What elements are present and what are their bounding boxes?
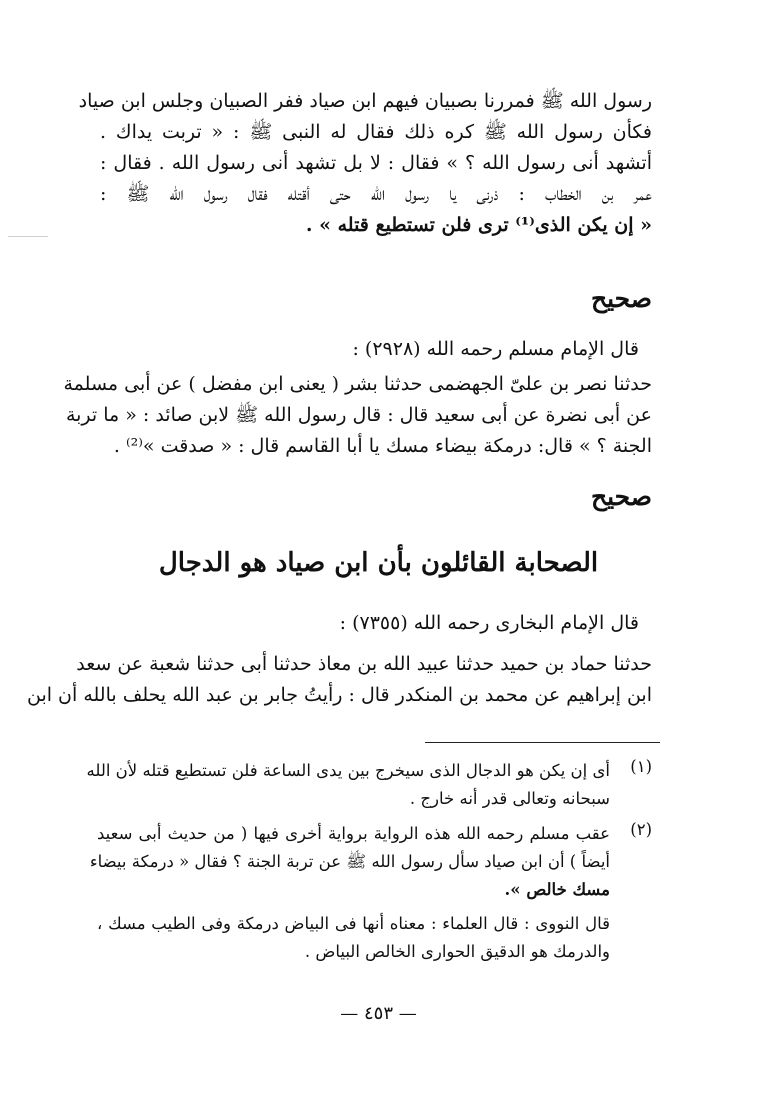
footnote-line: عقب مسلم رحمه الله هذه الرواية برواية أخرى فيها ( من حديث أبى سعيد [97, 824, 610, 843]
narration-intro: قال الإمام البخارى رحمه الله (٧٣٥٥) : [339, 612, 639, 634]
page-number: — ٤٥٣ — [340, 1003, 417, 1024]
passage-line: رسول الله ﷺ فمررنا بصبيان فيهم ابن صياد ففر الصبيان وجلس ابن صياد [78, 90, 652, 112]
footnote-line: سبحانه وتعالى قدر أنه خارج . [409, 789, 610, 808]
footnote [97, 910, 652, 966]
footnote-line: أى إن يكن هو الدجال الذى سيخرج بين يدى الساعة فلن تستطيع قتله لأن الله [86, 761, 610, 780]
footnote-line: والدرمك هو الدقيق الحوارى الخالص البياض . [304, 942, 610, 961]
hadith-grade: صحيح [590, 284, 652, 313]
passage-line: حدثنا نصر بن علىّ الجهضمى حدثنا بشر ( يعنى ابن مفضل ) عن أبى مسلمة [63, 373, 652, 395]
passage-line: حدثنا حماد بن حميد حدثنا عبيد الله بن معاذ حدثنا أبى حدثنا شعبة عن سعد [76, 653, 652, 675]
passage-line: ابن إبراهيم عن محمد بن المنكدر قال : رأيتُ جابر بن عبد الله يحلف بالله أن ابن [26, 684, 652, 706]
footnote-separator [425, 742, 660, 743]
footnote-line: مسك خالص ». [504, 880, 610, 899]
scan-mark [8, 236, 48, 237]
passage-one [78, 86, 652, 241]
passage-line: الجنة ؟ » قال: درمكة بيضاء مسك يا أبا القاسم قال : « صدقت »⁽²⁾ . [113, 435, 652, 457]
narration-intro: قال الإمام مسلم رحمه الله (٢٩٢٨) : [352, 338, 639, 360]
footnote-line: أيضاً ) أن ابن صياد سأل رسول الله ﷺ عن تربة الجنة ؟ فقال « درمكة بيضاء [89, 852, 610, 871]
passage-line: أتشهد أنى رسول الله ؟ » فقال : لا بل تشهد أنى رسول الله . فقال : [100, 152, 652, 174]
footnote-line: قال النووى : قال العلماء : معناه أنها فى البياض درمكة وفى الطيب مسك ، [97, 914, 610, 933]
footnote [89, 820, 652, 904]
footnote-number: (٢) [630, 820, 652, 839]
passage-three [26, 649, 652, 711]
footnote-number: (١) [630, 757, 652, 776]
section-heading: الصحابة القائلون بأن ابن صياد هو الدجال [158, 548, 599, 578]
passage-line: فكأن رسول الله ﷺ كره ذلك فقال له النبى ﷺ : « تربت يداك . [100, 121, 652, 143]
footnote [86, 757, 652, 813]
passage-line: « إن يكن الذى⁽¹⁾ ترى فلن تستطيع قتله » . [305, 214, 652, 236]
passage-line: عن أبى نضرة عن أبى سعيد قال : قال رسول الله ﷺ لابن صائد : « ما تربة [65, 404, 652, 426]
passage-two [63, 369, 652, 462]
passage-line: عمر بن الخطاب : ذرنى يا رسول الله حتى أقتله فقال رسول الله ﷺ : [100, 183, 652, 205]
hadith-grade: صحيح [590, 482, 652, 511]
